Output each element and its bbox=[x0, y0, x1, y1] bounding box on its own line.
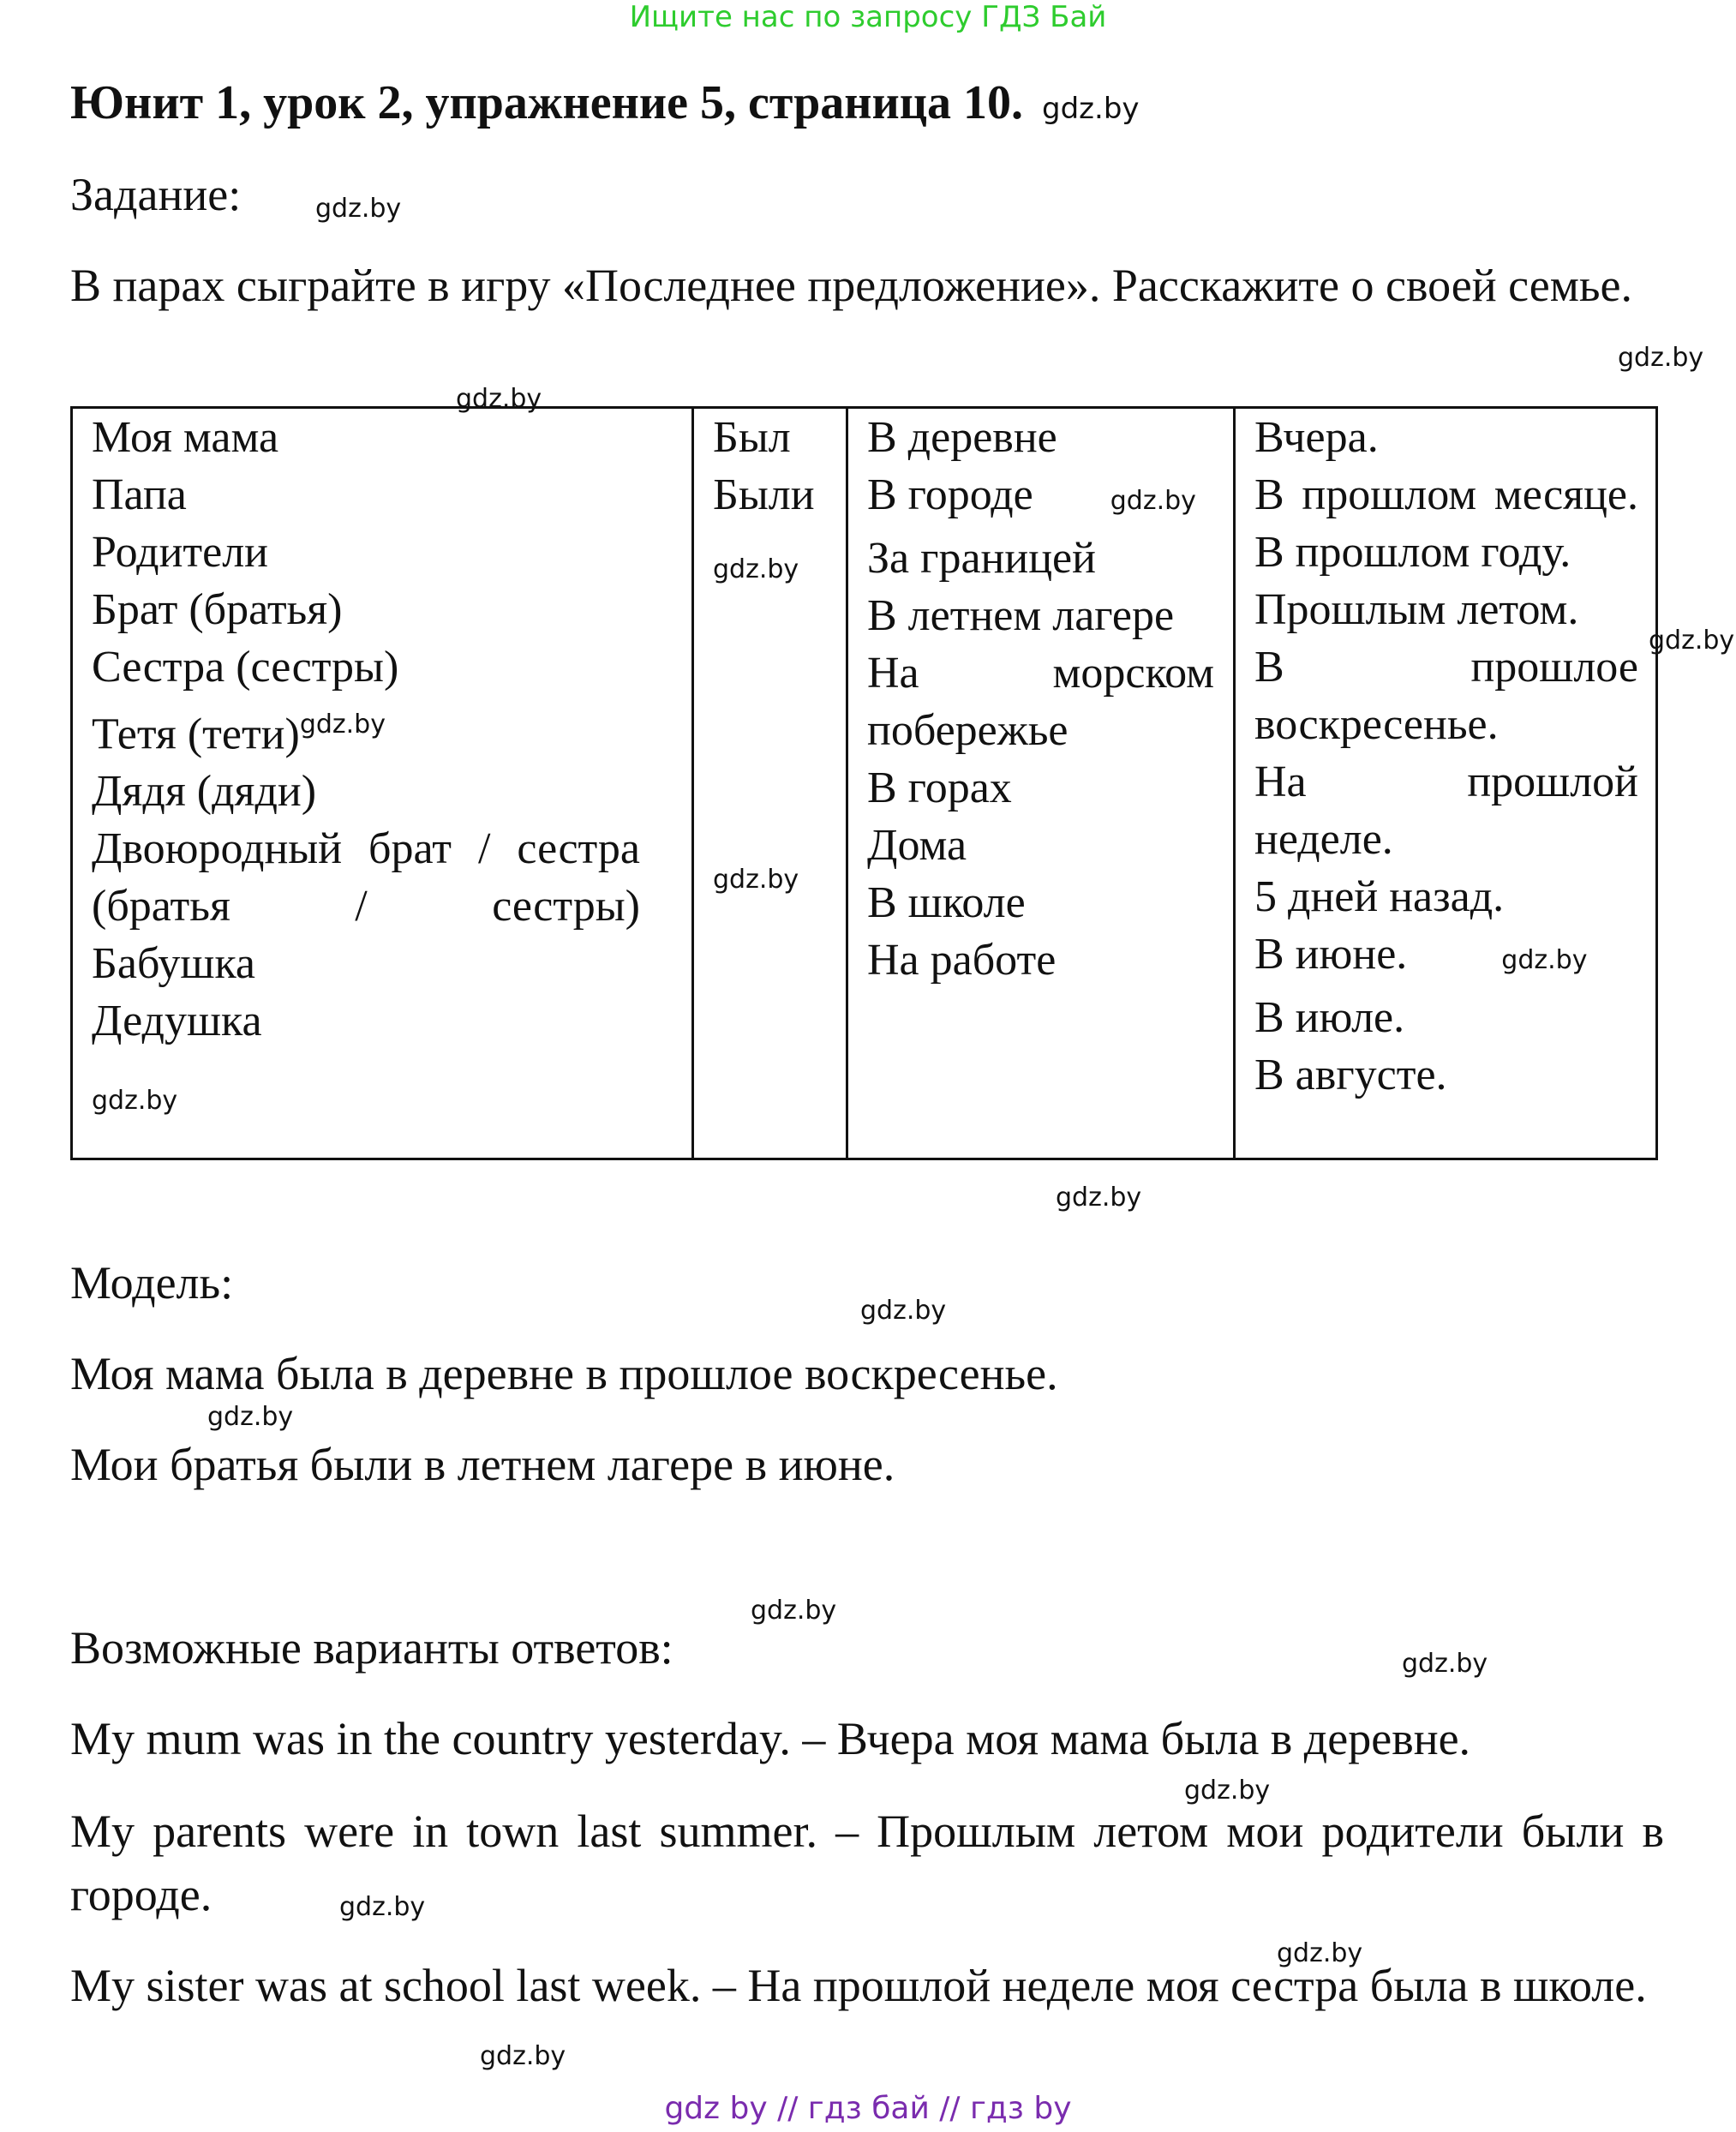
footer-links[interactable]: gdz by // гдз бай // гдз by bbox=[664, 2091, 1072, 2126]
watermark: gdz.by bbox=[92, 1086, 178, 1117]
watermark: gdz.by bbox=[1110, 486, 1196, 516]
answer-2: My parents were in town last summer. – Прошлым летом мои родители были в городе. bbox=[70, 1806, 1664, 1920]
watermark: gdz.by bbox=[1277, 1938, 1363, 1968]
table-cell: В прошлом месяце. bbox=[1254, 470, 1638, 519]
table-cell: Дедушка bbox=[92, 997, 262, 1046]
table-cell: В летнем лагере bbox=[867, 591, 1175, 640]
answers-label: Возможные варианты ответов: bbox=[70, 1622, 673, 1674]
task-label: Задание: bbox=[70, 169, 242, 220]
table-cell: В прошлое воскресенье. bbox=[1254, 643, 1638, 749]
table-cell: Папа bbox=[92, 470, 187, 519]
table-cell-text: Тетя (тети) bbox=[92, 710, 300, 759]
table-cell: Дома bbox=[867, 821, 967, 870]
subjects-column bbox=[72, 408, 693, 1159]
table-cell: За границей bbox=[867, 534, 1096, 583]
task-text: В парах сыграйте в игру «Последнее предложение». Расскажите о своей семье. bbox=[70, 260, 1632, 311]
answer-1: My mum was in the country yesterday. – Вчера моя мама была в деревне. bbox=[70, 1713, 1471, 1764]
title-text: Юнит 1, урок 2, упражнение 5, страница 10. bbox=[70, 76, 1024, 129]
table-cell: Моя мама bbox=[92, 413, 279, 462]
watermark: gdz.by bbox=[1402, 1649, 1488, 1679]
table-cell: В прошлом году. bbox=[1254, 528, 1571, 577]
watermark: gdz.by bbox=[299, 710, 386, 740]
table-cell: В горах bbox=[867, 764, 1012, 812]
watermark: gdz.by bbox=[456, 384, 542, 414]
watermark: gdz.by bbox=[860, 1296, 947, 1326]
table-cell: В деревне bbox=[867, 413, 1057, 462]
time-column bbox=[1235, 408, 1657, 1159]
table-cell: Прошлым летом. bbox=[1254, 585, 1579, 634]
table-cell: На морском побережье bbox=[867, 649, 1214, 755]
watermark: gdz.by bbox=[480, 2041, 566, 2071]
watermark: gdz.by bbox=[207, 1402, 294, 1432]
table-cell: Бабушка bbox=[92, 939, 256, 989]
watermark: gdz.by bbox=[751, 1596, 837, 1626]
table-cell: Вчера. bbox=[1254, 413, 1379, 462]
page-title bbox=[70, 75, 1140, 130]
table-cell: На работе bbox=[867, 936, 1057, 985]
places-column bbox=[847, 408, 1235, 1159]
table-cell bbox=[867, 466, 1214, 530]
watermark: gdz.by bbox=[713, 865, 799, 895]
table-cell-text: В городе bbox=[867, 470, 1033, 519]
table-cell: Был bbox=[713, 413, 791, 462]
table-cell: Были bbox=[713, 470, 815, 519]
watermark: gdz.by bbox=[1056, 1183, 1142, 1213]
watermark: gdz.by bbox=[1649, 626, 1735, 656]
watermark: gdz.by bbox=[315, 194, 402, 224]
search-banner[interactable]: Ищите нас по запросу ГДЗ Бай bbox=[629, 0, 1107, 34]
table-cell: В школе bbox=[867, 878, 1026, 927]
vocabulary-table bbox=[70, 406, 1658, 1160]
watermark: gdz.by bbox=[339, 1892, 426, 1922]
table-cell-text: В июне. bbox=[1254, 930, 1408, 979]
table-cell: 5 дней назад. bbox=[1254, 872, 1505, 921]
watermark: gdz.by bbox=[1184, 1776, 1271, 1806]
table-cell bbox=[92, 696, 673, 763]
model-line-1: Моя мама была в деревне в прошлое воскресенье. bbox=[70, 1348, 1058, 1399]
table-cell: Брат (братья) bbox=[92, 585, 343, 634]
table-cell: На прошлой неделе. bbox=[1254, 758, 1638, 864]
answer-3: My sister was at school last week. – На прошлой неделе моя сестра была в школе. bbox=[70, 1960, 1647, 2011]
model-line-2: Мои братья были в летнем лагере в июне. bbox=[70, 1439, 895, 1490]
table-cell: Родители bbox=[92, 528, 268, 577]
watermark: gdz.by bbox=[1618, 343, 1704, 373]
table-cell bbox=[1254, 925, 1637, 989]
verbs-column bbox=[693, 408, 847, 1159]
table-cell: В августе. bbox=[1254, 1051, 1447, 1099]
watermark: gdz.by bbox=[1501, 945, 1588, 975]
table-cell: Двоюродный брат / сестра (братья / сестры) bbox=[92, 824, 640, 931]
table-cell: Дядя (дяди) bbox=[92, 767, 317, 817]
watermark: gdz.by bbox=[713, 554, 799, 584]
watermark: gdz.by bbox=[1042, 92, 1140, 126]
table-cell: В июле. bbox=[1254, 993, 1405, 1042]
table-cell: Сестра (сестры) bbox=[92, 643, 399, 692]
model-label: Модель: bbox=[70, 1257, 234, 1309]
